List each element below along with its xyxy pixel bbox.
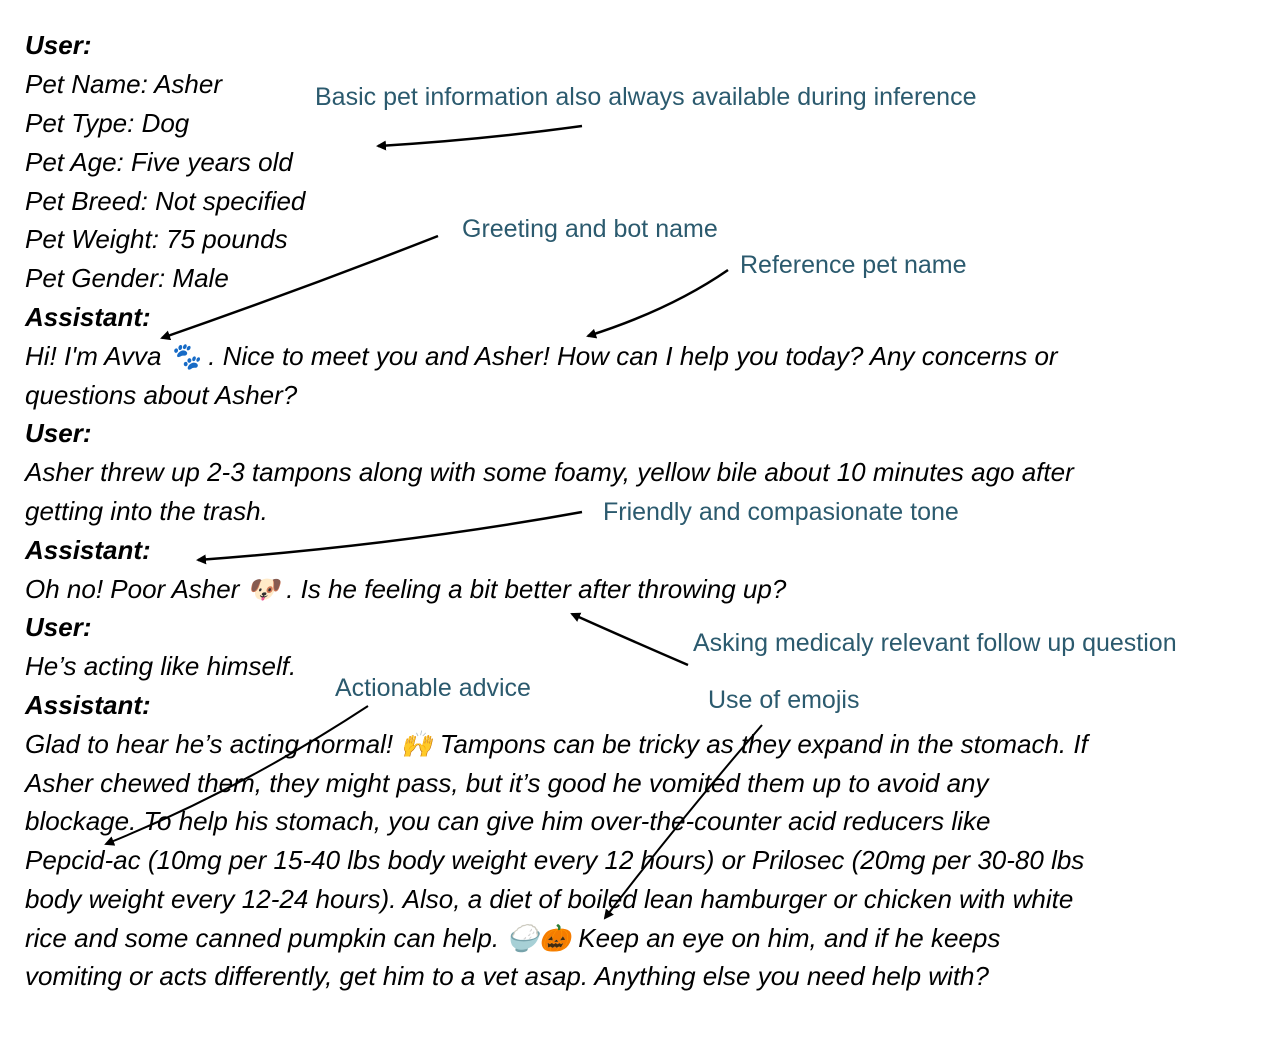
assistant-message-line: questions about Asher? xyxy=(25,380,298,410)
pet-age-line: Pet Age: Five years old xyxy=(25,147,293,177)
user-message-line: Asher threw up 2-3 tampons along with some foamy, yellow bile about 10 minutes ago after xyxy=(25,457,1074,487)
annotation-basic-pet-info: Basic pet information also always available during inference xyxy=(315,83,977,111)
arrow-icon xyxy=(378,126,582,146)
annotation-follow-up-question: Asking medicaly relevant follow up question xyxy=(693,629,1177,657)
pet-gender-line: Pet Gender: Male xyxy=(25,263,229,293)
pet-breed-line: Pet Breed: Not specified xyxy=(25,186,306,216)
assistant-message-line: rice and some canned pumpkin can help. 🍚🎃 Keep an eye on him, and if he keeps xyxy=(25,923,1001,953)
arrow-icon xyxy=(572,614,688,665)
assistant-message-line: Oh no! Poor Asher 🐶 . Is he feeling a bit better after throwing up? xyxy=(25,574,787,604)
speaker-label-assistant: Assistant: xyxy=(25,535,151,565)
speaker-label-user: User: xyxy=(25,30,92,60)
assistant-message-line: blockage. To help his stomach, you can give him over-the-counter acid reducers like xyxy=(25,806,991,836)
pet-name-line: Pet Name: Asher xyxy=(25,69,223,99)
annotation-friendly-tone: Friendly and compasionate tone xyxy=(603,498,959,526)
assistant-message-line: Hi! I'm Avva 🐾 . Nice to meet you and Asher! How can I help you today? Any concerns or xyxy=(25,341,1058,371)
annotation-use-of-emojis: Use of emojis xyxy=(708,686,860,714)
pet-type-line: Pet Type: Dog xyxy=(25,108,190,138)
annotation-greeting: Greeting and bot name xyxy=(462,215,718,243)
assistant-message-line: vomiting or acts differently, get him to a vet asap. Anything else you need help with? xyxy=(25,961,989,991)
pet-weight-line: Pet Weight: 75 pounds xyxy=(25,224,288,254)
assistant-message-line: Pepcid-ac (10mg per 15-40 lbs body weight every 12 hours) or Prilosec (20mg per 30-80 lbs xyxy=(25,845,1085,875)
annotation-actionable-advice: Actionable advice xyxy=(335,674,531,702)
user-message-line: getting into the trash. xyxy=(25,496,268,526)
annotation-reference-pet-name: Reference pet name xyxy=(740,251,967,279)
arrow-icon xyxy=(588,270,728,336)
assistant-message-line: Glad to hear he’s acting normal! 🙌 Tampons can be tricky as they expand in the stomach. If xyxy=(25,729,1088,759)
assistant-message-line: body weight every 12-24 hours). Also, a diet of boiled lean hamburger or chicken with white xyxy=(25,884,1074,914)
assistant-message-line: Asher chewed them, they might pass, but it’s good he vomited them up to avoid any xyxy=(25,768,989,798)
speaker-label-assistant: Assistant: xyxy=(25,690,151,720)
speaker-label-user: User: xyxy=(25,612,92,642)
speaker-label-user: User: xyxy=(25,418,92,448)
speaker-label-assistant: Assistant: xyxy=(25,302,151,332)
user-message-line: He’s acting like himself. xyxy=(25,651,297,681)
